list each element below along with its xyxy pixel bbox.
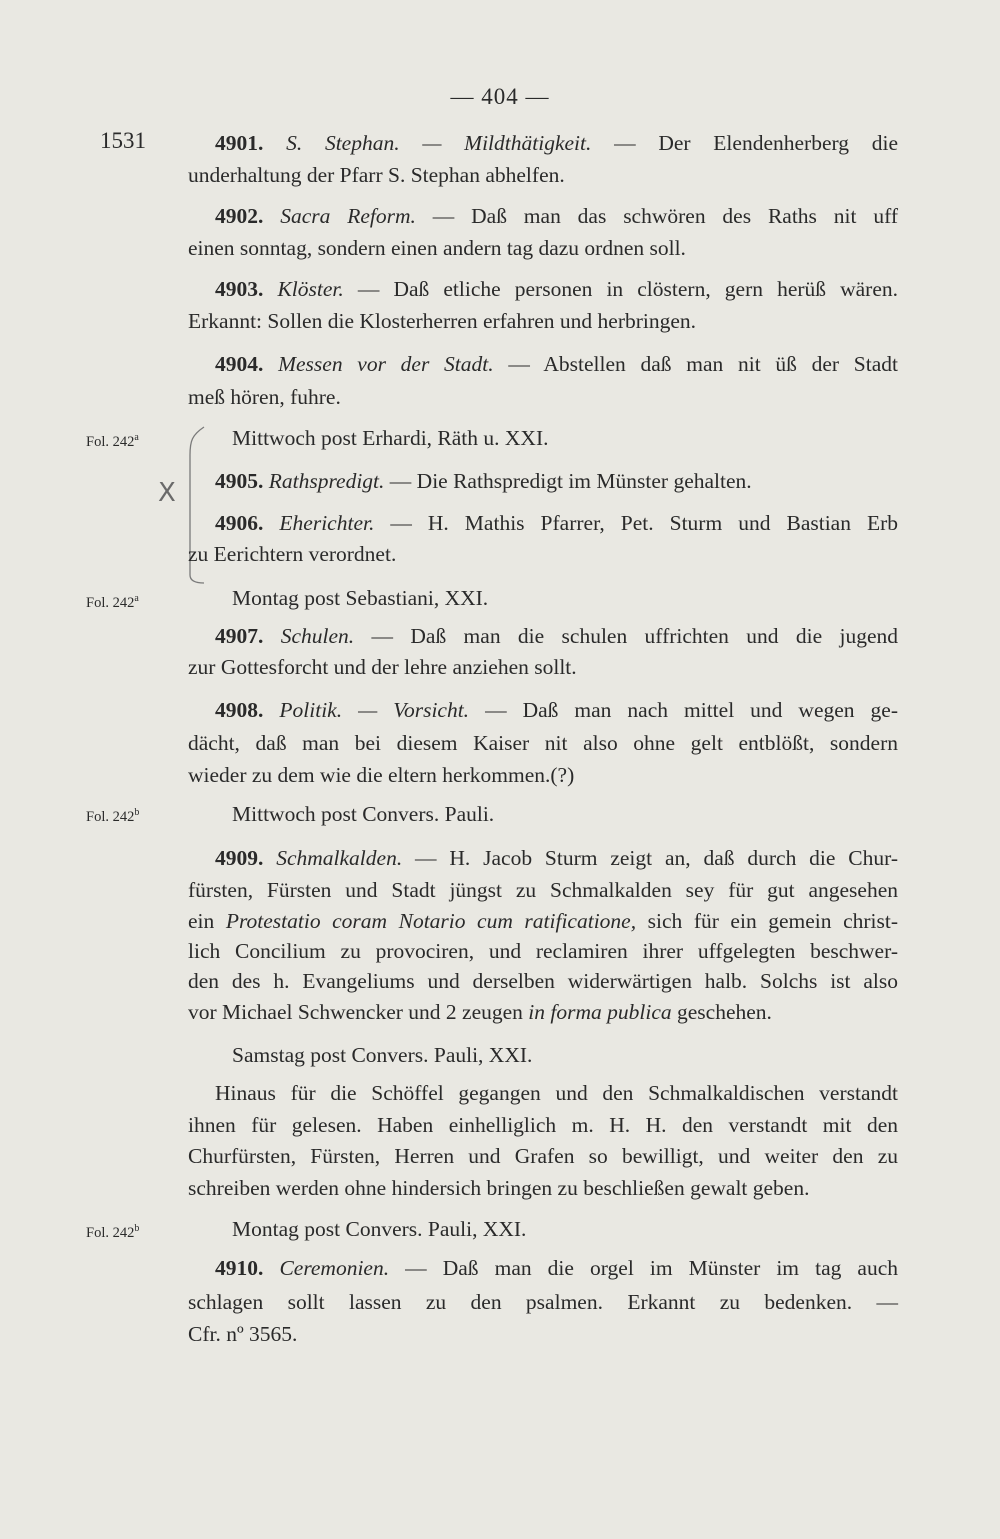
entry-4909-line-2: fürsten, Fürsten und Stadt jüngst zu Schmalkalden sey für gut angesehen — [188, 878, 898, 902]
entry-4901-line-1 — [215, 127, 898, 159]
folio-reference: Fol. 242$^b$ — [86, 1223, 140, 1241]
entry-keyword: Schulen. — [280, 624, 355, 648]
entry-keyword: Sacra Reform. — [280, 204, 416, 228]
entry-4908-line-1 — [215, 694, 898, 726]
session-heading: Montag post Convers. Pauli, XXI. — [232, 1217, 527, 1241]
folio-reference: Fol. 242$^a$ — [86, 593, 139, 611]
session-heading: Mittwoch post Erhardi, Räth u. XXI. — [232, 426, 549, 450]
entry-4901-line-2: underhaltung der Pfarr S. Stephan abhelfen. — [188, 163, 565, 187]
entry-number: 4905. — [215, 469, 264, 493]
paragraph-line-4: schreiben werden ohne hindersich bringen zu beschließen gewalt geben. — [188, 1176, 810, 1200]
entry-4902-line-2: einen sonntag, sondern einen andern tag dazu ordnen soll. — [188, 236, 686, 260]
paragraph-line-3: Churfürsten, Fürsten, Herren und Grafen so bewilligt, und weiter den zu — [188, 1144, 898, 1168]
entry-keyword: Rathspredigt. — [268, 469, 385, 493]
entry-4905-line-1 — [215, 465, 752, 497]
entry-text: — Abstellen daß man nit üß der Stadt — [508, 352, 898, 376]
entry-text: — Daß etliche personen in clöstern, gern herüß wären. — [357, 277, 899, 301]
entry-text: — Daß man die schulen uffrichten und die jugend — [371, 624, 899, 648]
entry-keyword: Klöster. — [277, 277, 344, 301]
entry-keyword: Politik. — Vorsicht. — [279, 698, 470, 722]
entry-4909-line-5: den des h. Evangeliums und derselben widerwärtigen halb. Solchs ist also — [188, 969, 898, 993]
entry-keyword: Schmalkalden. — [276, 846, 403, 870]
latin-phrase: in forma publica — [528, 1000, 672, 1024]
entry-4908-line-2: dächt, daß man bei diesem Kaiser nit also ohne gelt entblößt, sondern — [188, 731, 898, 755]
page-number: — 404 — — [450, 84, 550, 109]
session-heading: Samstag post Convers. Pauli, XXI. — [232, 1043, 533, 1067]
entry-keyword: S. Stephan. — Mildthätigkeit. — [286, 131, 592, 155]
entry-keyword: Eherichter. — [279, 511, 375, 535]
entry-4904-line-2: meß hören, fuhre. — [188, 385, 341, 409]
session-heading: Montag post Sebastiani, XXI. — [232, 586, 489, 610]
entry-text: — H. Jacob Sturm zeigt an, daß durch die Chur- — [415, 846, 898, 870]
entry-4907-line-1 — [215, 620, 898, 652]
entry-text: — Der Elendenherberg die — [614, 131, 898, 155]
session-heading: Mittwoch post Convers. Pauli. — [232, 802, 495, 826]
entry-number: 4902. — [215, 204, 264, 228]
entry-number: 4908. — [215, 698, 264, 722]
entry-4902-line-1 — [215, 200, 898, 232]
entry-number: 4907. — [215, 624, 264, 648]
entry-number: 4909. — [215, 846, 264, 870]
handwritten-mark: X — [158, 478, 176, 508]
entry-4904-line-1 — [215, 348, 898, 380]
entry-4909-line-4: lich Concilium zu provociren, und reclamiren ihrer uffgelegten beschwer- — [188, 939, 898, 963]
entry-4903-line-2: Erkannt: Sollen die Klosterherren erfahren und herbringen. — [188, 309, 697, 333]
entry-4906-line-2: zu Eerichtern verordnet. — [188, 542, 397, 566]
entry-text: — Die Rathspredigt im Münster gehalten. — [389, 469, 752, 493]
entry-4907-line-2: zur Gottesforcht und der lehre anziehen sollt. — [188, 655, 577, 679]
entry-number: 4904. — [215, 352, 264, 376]
folio-reference: Fol. 242$^b$ — [86, 807, 140, 825]
entry-4910-line-3: Cfr. nº 3565. — [188, 1322, 298, 1346]
margin-year: 1531 — [100, 128, 146, 153]
paragraph-line-1: Hinaus für die Schöffel gegangen und den Schmalkaldischen verstandt — [215, 1081, 898, 1105]
entry-4906-line-1 — [215, 507, 898, 539]
entry-4910-line-2: schlagen sollt lassen zu den psalmen. Erkannt zu bedenken. — — [188, 1290, 898, 1314]
entry-4903-line-1 — [215, 273, 898, 305]
latin-phrase: Protestatio coram Notario cum ratificatione, — [225, 909, 637, 933]
folio-reference: Fol. 242$^a$ — [86, 432, 139, 450]
entry-text: — Daß man die orgel im Münster im tag auch — [405, 1256, 899, 1280]
entry-keyword: Messen vor der Stadt. — [278, 352, 494, 376]
entry-number: 4910. — [215, 1256, 264, 1280]
entry-text: — Daß man das schwören des Raths nit uff — [432, 204, 899, 228]
entry-4910-line-1 — [215, 1252, 898, 1284]
entry-text: — H. Mathis Pfarrer, Pet. Sturm und Bastian Erb — [390, 511, 899, 535]
entry-number: 4901. — [215, 131, 264, 155]
entry-4909-line-3: ein Protestatio coram Notario cum ratificatione, sich für ein gemein christ- — [188, 909, 898, 933]
entry-number: 4906. — [215, 511, 264, 535]
entry-keyword: Ceremonien. — [279, 1256, 390, 1280]
entry-text: — Daß man nach mittel und wegen ge- — [485, 698, 899, 722]
entry-number: 4903. — [215, 277, 264, 301]
entry-4909-line-6: vor Michael Schwencker und 2 zeugen in forma publica geschehen. — [188, 1000, 772, 1024]
entry-4909-line-1 — [215, 842, 898, 874]
entry-4908-line-3: wieder zu dem wie die eltern herkommen.(?) — [188, 763, 575, 787]
paragraph-line-2: ihnen für gelesen. Haben einhelliglich m. H. H. den verstandt mit den — [188, 1113, 898, 1137]
